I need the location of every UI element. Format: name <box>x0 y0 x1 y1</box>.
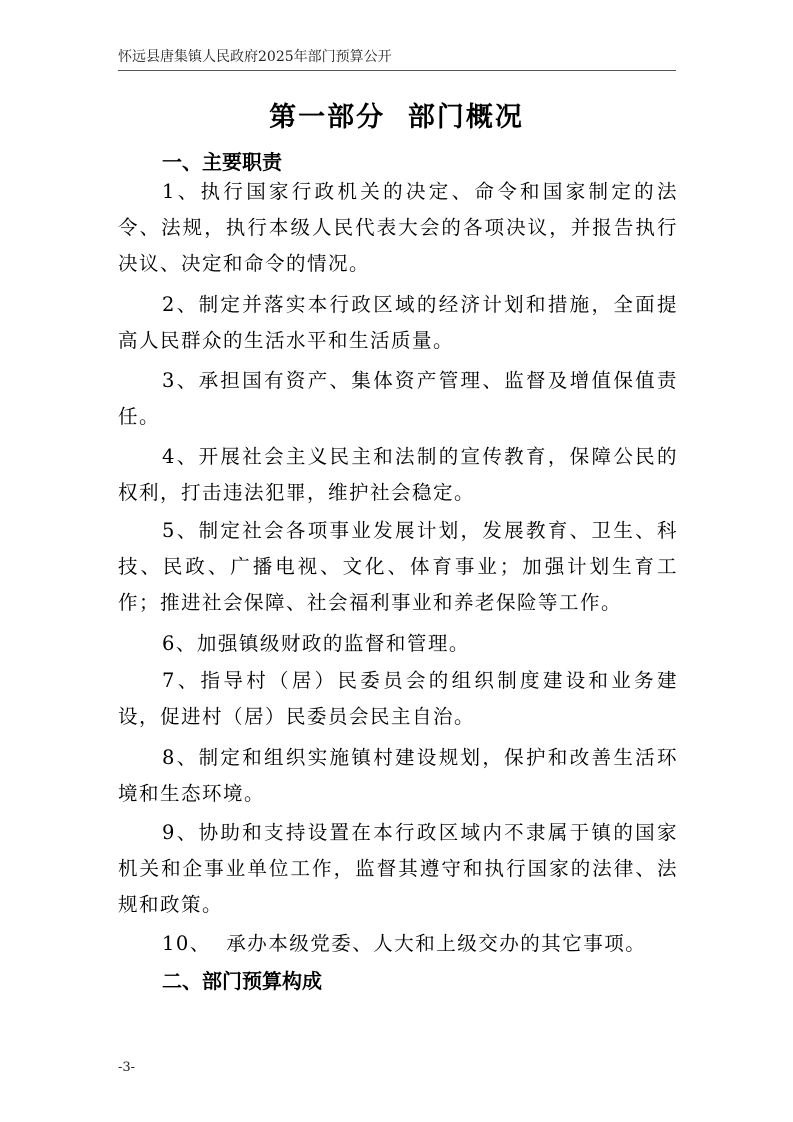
section-heading-budget-composition: 二、部门预算构成 <box>162 969 322 993</box>
duty-item-4: 4、开展社会主义民主和法制的宣传教育，保障公民的权利，打击违法犯罪，维护社会稳定。 <box>118 445 678 504</box>
page-number: -3- <box>118 1060 136 1075</box>
duty-item-5: 5、制定社会各项事业发展计划，发展教育、卫生、科技、民政、广播电视、文化、体育事业；加强计划生育工作；推进社会保障、社会福利事业和养老保险等工作。 <box>118 519 678 614</box>
duty-item-3: 3、承担国有资产、集体资产管理、监督及增值保值责任。 <box>118 369 678 428</box>
duty-item-8: 8、制定和组织实施镇村建设规划，保护和改善生活环境和生态环境。 <box>118 746 678 805</box>
duty-item-7: 7、指导村（居）民委员会的组织制度建设和业务建设，促进村（居）民委员会民主自治。 <box>118 669 678 728</box>
header-rule <box>118 70 676 71</box>
duty-item-2: 2、制定并落实本行政区域的经济计划和措施，全面提高人民群众的生活水平和生活质量。 <box>118 293 678 352</box>
duty-item-10: 10、 承办本级党委、人大和上级交办的其它事项。 <box>162 932 647 955</box>
section-heading-main-duties: 一、主要职责 <box>162 150 282 174</box>
page-header: 怀远县唐集镇人民政府2025年部门预算公开 <box>118 49 392 65</box>
duty-item-1: 1、执行国家行政机关的决定、命令和国家制定的法令、法规，执行本级人民代表大会的各项决议，并报告执行决议、决定和命令的情况。 <box>118 180 678 275</box>
duty-item-6: 6、加强镇级财政的监督和管理。 <box>162 632 470 655</box>
duty-item-9: 9、协助和支持设置在本行政区域内不隶属于镇的国家机关和企事业单位工作，监督其遵守和执行国家的法律、法规和政策。 <box>118 821 678 916</box>
page-title: 第一部分 部门概况 <box>269 102 524 133</box>
